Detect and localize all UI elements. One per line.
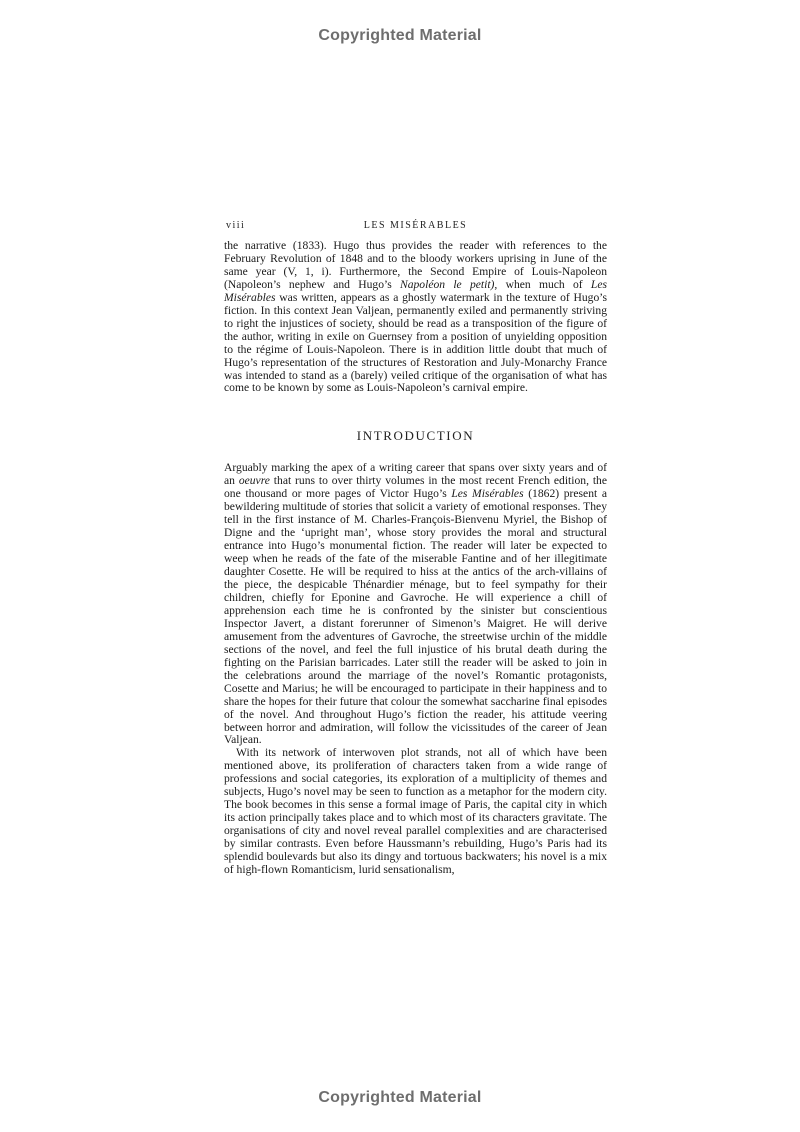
page-number: viii: [226, 220, 246, 231]
copyright-watermark-top: Copyrighted Material: [318, 27, 482, 44]
running-head: [224, 220, 607, 234]
text-run: , when much of: [494, 277, 591, 291]
italic-title: Les Misérables: [224, 277, 607, 304]
italic-title: Napoléon le petit): [399, 277, 495, 291]
text-run: (1862) present a bewildering multitude of stories that solicit a variety of emotional responses. They tell in the first instance of M. Charles-François-Bienvenu Myriel, the Bishop of Digne and the ‘upright man’, whose story provides the moral and structural entrance into Hugo’s monumental fiction. The reader will later be expected to weep when he reads of the fate of the miserable Fantine and of her illegitimate daughter Cosette. He will be required to hiss at the antics of the arch-villains of the piece, the despicable Thénardier ménage, but to feel sympathy for their children, chiefly for Eponine and Gavroche. He will experience a chill of apprehension each time he is confronted by the sinister but conscientious Inspector Javert, a distant forerunner of Simenon’s Maigret. He will derive amusement from the adventures of Gavroche, the streetwise urchin of the middle sections of the novel, and feel the full injustice of his brutal death during the fighting on the Parisian barricades. Later still the reader will be asked to join in the celebrations around the marriage of the novel’s Romantic protagonists, Cosette and Marius; he will be encouraged to participate in their happiness and to share the hopes for their future that colour the somewhat saccharine final episodes of the novel. And throughout Hugo’s fiction the reader, his attitude veering between horror and admiration, will follow the vicissitudes of the career of Jean Valjean.: [224, 487, 607, 747]
text-run: Arguably marking the apex of a writing career that spans over sixty years and of an: [224, 461, 607, 488]
running-title: LES MISÉRABLES: [363, 220, 468, 231]
paragraph-1: [224, 240, 607, 395]
section-heading: INTRODUCTION: [356, 428, 475, 444]
italic-term: oeuvre: [238, 474, 270, 488]
paragraph-3: With its network of interwoven plot strands, not all of which have been mentioned above, its proliferation of characters taken from a wide range of professions and social categories, its exploration of a multiplicity of themes and subjects, Hugo’s novel may be seen to function as a metaphor for the modern city. The book becomes in this sense a formal image of Paris, the capital city in which its action principally takes place and to which most of its characters gravitate. The organisations of city and novel reveal parallel complexities and are characterised by similar contrasts. Even before Haussmann’s rebuilding, Hugo’s Paris had its splendid boulevards but also its dingy and tortuous backwaters; his novel is a mix of high-flown Romanticism, lurid sensationalism,: [224, 746, 607, 876]
text-run: the narrative (1833). Hugo thus provides the reader with references to the February Revolution of 1848 and to the bloody workers uprising in June of the same year (V, 1, i). Furthermore, the Second Empire of Louis-Napoleon (Napoleon’s nephew and Hugo’s: [224, 239, 607, 291]
copyright-watermark-bottom: Copyrighted Material: [318, 1089, 482, 1106]
italic-title: Les Misérables: [451, 487, 524, 501]
paragraph-2: [224, 462, 607, 747]
body-text: [224, 240, 607, 877]
text-run: was written, appears as a ghostly watermark in the texture of Hugo’s fiction. In this context Jean Valjean, permanently exiled and permanently striving to right the injustices of society, should be read as a transposition of the figure of the author, writing in exile on Guernsey from a position of unyielding opposition to the régime of Louis-Napoleon. There is in addition little doubt that much of Hugo’s representation of the structures of Restoration and July-Monarchy France was intended to stand as a (barely) veiled critique of the organisation of what has come to be known by some as Louis-Napoleon’s carnival empire.: [224, 290, 607, 395]
book-page: [224, 220, 607, 877]
text-run: that runs to over thirty volumes in the most recent French edition, the one thousand or more pages of Victor Hugo’s: [224, 474, 608, 501]
